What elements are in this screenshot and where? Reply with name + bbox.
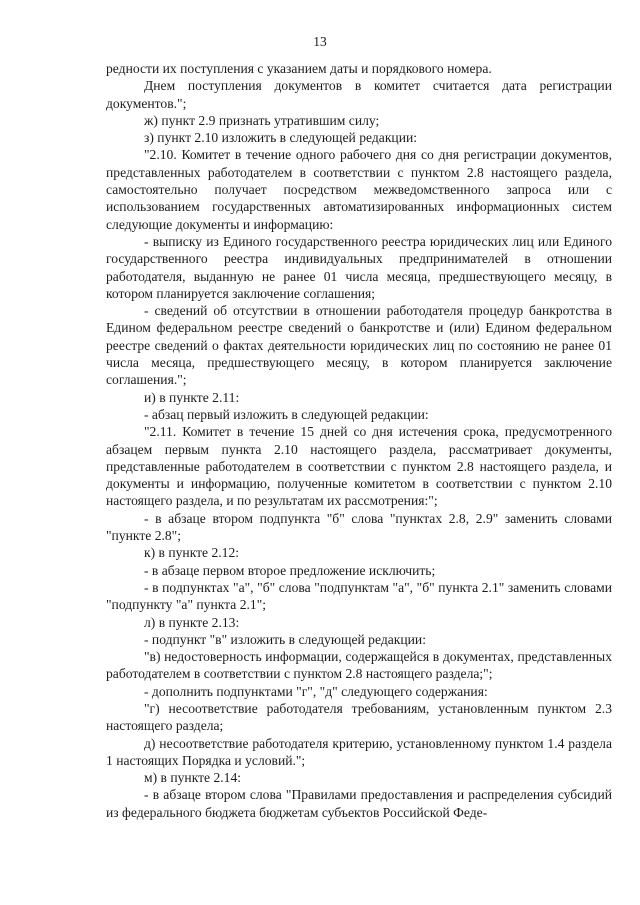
paragraph: к) в пункте 2.12:	[144, 545, 240, 561]
paragraph: м) в пункте 2.14:	[144, 770, 242, 786]
paragraph: "2.10. Комитет в течение одного рабочего дня со дня регистрации документов, представленных работодателем в соответствии с пунктом 2.8 настоящего раздела, самостоятельно получает посредством межведомственного запроса или с использованием государственных автоматизированных информационных систем следующие документы и информацию:	[106, 147, 612, 232]
paragraph: - в абзаце первом второе предложение исключить;	[144, 562, 436, 578]
page-number: 13	[313, 34, 327, 49]
paragraph: Днем поступления документов в комитет считается дата регистрации документов.";	[106, 78, 612, 111]
paragraph: л) в пункте 2.13:	[144, 614, 240, 630]
paragraph: - дополнить подпунктами "г", "д" следующего содержания:	[144, 683, 488, 699]
paragraph: "г) несоответствие работодателя требованиям, установленным пунктом 2.3 настоящего раздела;	[106, 700, 612, 734]
paragraph: "в) недостоверность информации, содержащейся в документах, представленных работодателем в соответствии с пунктом 2.8 настоящего раздела;";	[106, 649, 612, 682]
paragraph: з) пункт 2.10 изложить в следующей редакции:	[144, 130, 418, 146]
paragraph: д) несоответствие работодателя критерию, установленному пунктом 1.4 раздела 1 настоящих Порядка и условий.";	[106, 735, 612, 768]
paragraph: и) в пункте 2.11:	[144, 389, 240, 405]
paragraph: - сведений об отсутствии в отношении работодателя процедур банкротства в Едином федеральном реестре сведений о банкротстве и (или) Едином федеральном реестре сведений о фактах деятельности юридических лиц по состоянию не ранее 01 числа месяца, предшествующего месяцу, в котором планируется заключение соглашения.";	[106, 303, 612, 388]
paragraph: - подпункт "в" изложить в следующей редакции:	[144, 631, 426, 647]
paragraph: "2.11. Комитет в течение 15 дней со дня истечения срока, предусмотренного абзацем первым пункта 2.10 настоящего раздела, рассматривает документы, представленные работодателем в соответствии с пунктом 2.8 настоящего раздела, и документы и информацию, полученные комитетом в соответствии с пунктом 2.10 настоящего раздела, и по результатам их рассмотрения:";	[106, 424, 612, 509]
paragraph: ж) пункт 2.9 признать утратившим силу;	[144, 112, 380, 128]
paragraph: - в абзаце втором слова "Правилами предоставления и распределения субсидий из федерального бюджета бюджетам субъектов Российской Феде-	[106, 787, 612, 820]
document-body	[106, 60, 612, 821]
paragraph: - абзац первый изложить в следующей редакции:	[144, 406, 429, 422]
paragraph: - выписку из Единого государственного реестра юридических лиц или Единого государственного реестра индивидуальных предпринимателей в отношении работодателя, выданную не ранее 01 числа месяца, предшествующего месяцу, в котором планируется заключение соглашения;	[106, 233, 612, 301]
paragraph: редности их поступления с указанием даты и порядкового номера.	[106, 61, 492, 76]
paragraph: - в подпунктах "а", "б" слова "подпунктам "а", "б" пункта 2.1" заменить словами "подпункту "а" пункта 2.1";	[106, 579, 612, 613]
paragraph: - в абзаце втором подпункта "б" слова "пунктах 2.8, 2.9" заменить словами "пункте 2.8";	[106, 510, 612, 544]
